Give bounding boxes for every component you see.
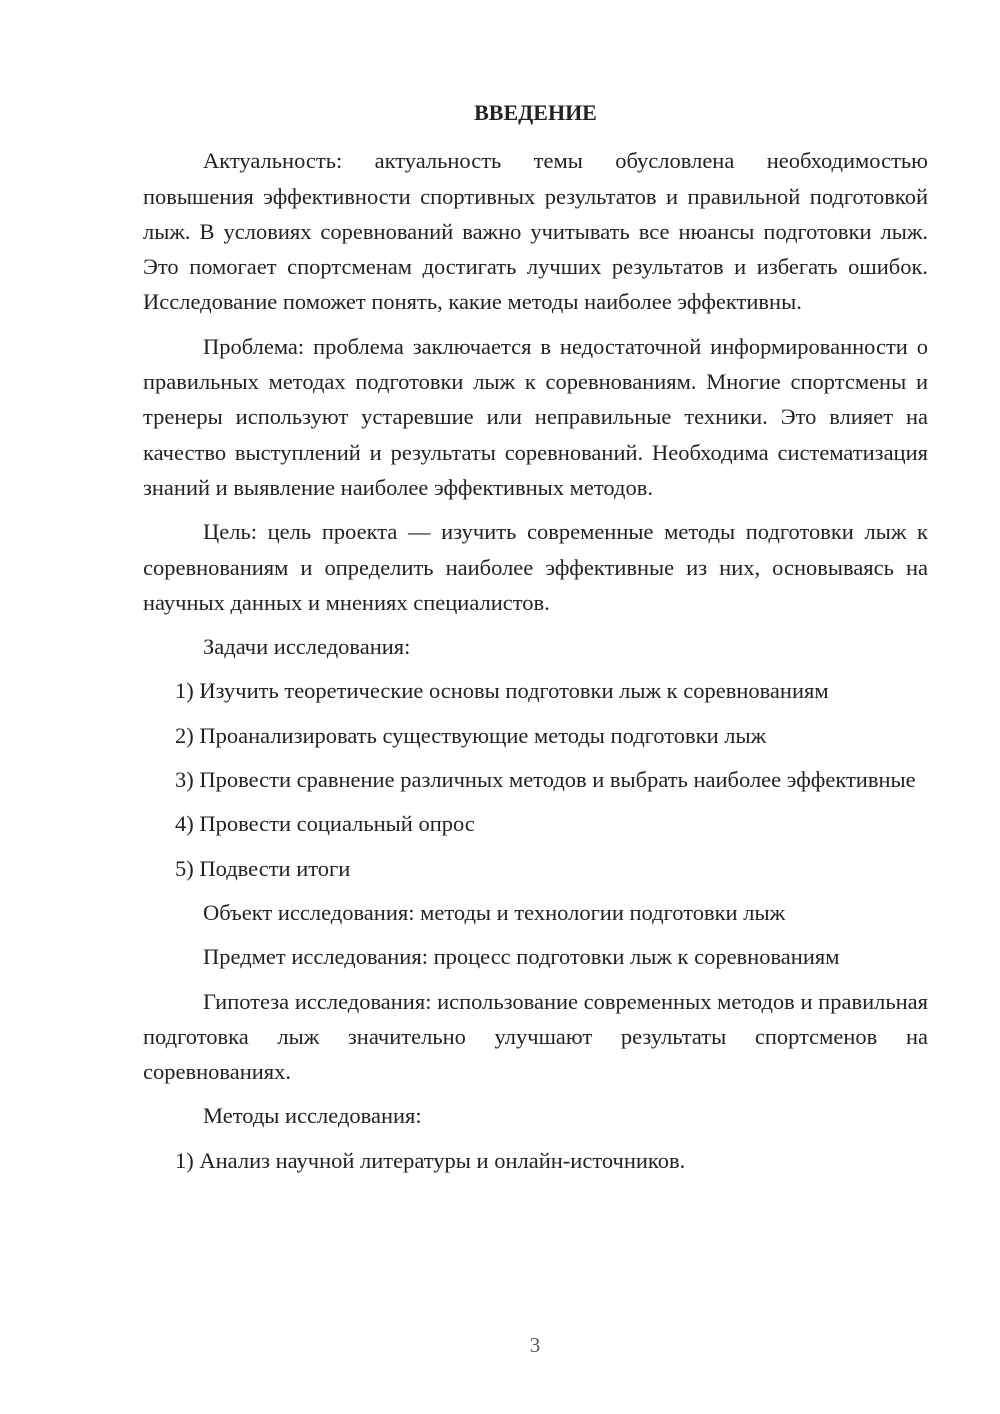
relevance-paragraph: Актуальность: актуальность темы обусловлена необходимостью повышения эффективности спортивных результатов и правильной подготовкой лыж. В условиях соревнований важно учитывать все нюансы подготовки лыж. Это помогает спортсменам достигать лучших результатов и избегать ошибок. Исследование поможет понять, какие методы наиболее эффективны. [143,148,928,315]
research-subject: Предмет исследования: процесс подготовки лыж к соревнованиям [203,944,840,970]
task-item-2: 2) Проанализировать существующие методы подготовки лыж [175,722,767,748]
section-heading: ВВЕДЕНИЕ [474,100,597,125]
hypothesis-paragraph: Гипотеза исследования: использование современных методов и правильная подготовка лыж значительно улучшают результаты спортсменов на соревнованиях. [143,988,928,1085]
method-item-1: 1) Анализ научной литературы и онлайн-источников. [175,1147,686,1173]
methods-heading: Методы исследования: [203,1103,422,1129]
task-item-4: 4) Провести социальный опрос [175,811,475,837]
page-content [143,95,928,1187]
goal-paragraph: Цель: цель проекта — изучить современные методы подготовки лыж к соревнованиям и определить наиболее эффективные из них, основываясь на научных данных и мнениях специалистов. [143,519,928,615]
task-item-3: 3) Провести сравнение различных методов и выбрать наиболее эффективные [175,767,916,793]
page-number: 3 [529,1333,541,1357]
task-item-1: 1) Изучить теоретические основы подготовки лыж к соревнованиям [175,678,829,704]
problem-paragraph: Проблема: проблема заключается в недостаточной информированности о правильных методах подготовки лыж к соревнованиям. Многие спортсмены и тренеры используют устаревшие или неправильные техники. Это влияет на качество выступлений и результаты соревнований. Необходима систематизация знаний и выявление наиболее эффективных методов. [143,333,928,500]
research-object: Объект исследования: методы и технологии подготовки лыж [203,899,786,925]
task-item-5: 5) Подвести итоги [175,855,351,881]
tasks-heading: Задачи исследования: [203,634,411,660]
